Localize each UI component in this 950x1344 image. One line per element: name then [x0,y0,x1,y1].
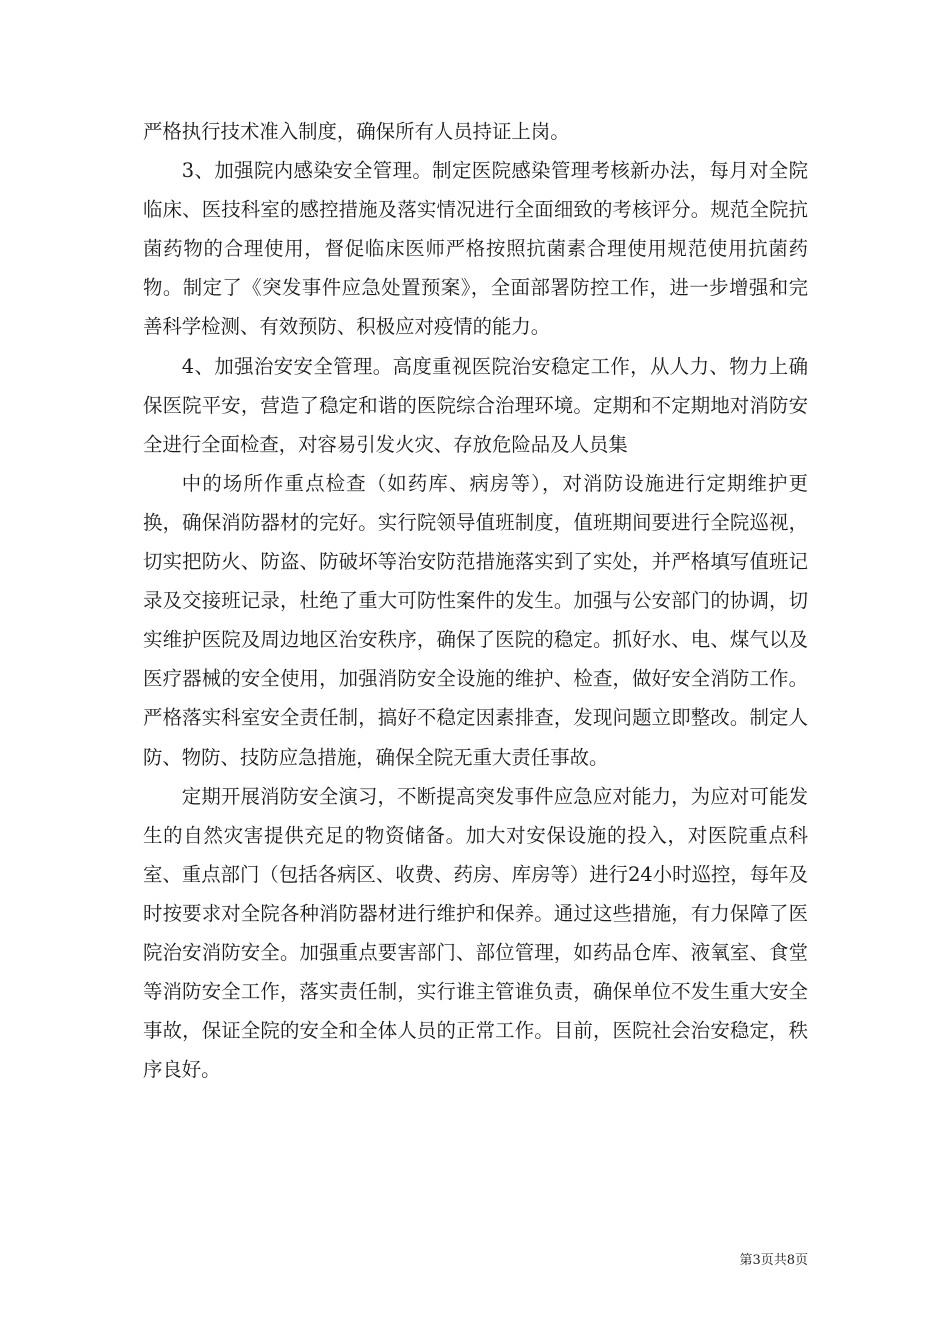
paragraph-3: 4、加强治安安全管理。高度重视医院治安稳定工作，从人力、物力上确保医院平安，营造了稳定和谐的医院综合治理环境。定期和不定期地对消防安全进行全面检查，对容易引发火灾、存放危险品及人员集 [143,354,808,456]
page-number: 第3页共8页 [739,1253,808,1268]
paragraph-2: 3、加强院内感染安全管理。制定医院感染管理考核新办法，每月对全院临床、医技科室的感控措施及落实情况进行全面细致的考核评分。规范全院抗菌药物的合理使用，督促临床医师严格按照抗菌素合理使用规范使用抗菌药物。制定了《突发事件应急处置预案》，全面部署防控工作，进一步增强和完善科学检测、有效预防、积极应对疫情的能力。 [143,159,808,339]
paragraph-4: 中的场所作重点检查（如药库、病房等），对消防设施进行定期维护更换，确保消防器材的完好。实行院领导值班制度，值班期间要进行全院巡视，切实把防火、防盗、防破坏等治安防范措施落实到了实处，并严格填写值班记录及交接班记录，杜绝了重大可防性案件的发生。加强与公安部门的协调，切实维护医院及周边地区治安秩序，确保了医院的稳定。抓好水、电、煤气以及医疗器械的安全使用，加强消防安全设施的维护、检查，做好安全消防工作。严格落实科室安全责任制，搞好不稳定因素排查，发现问题立即整改。制定人防、物防、技防应急措施，确保全院无重大责任事故。 [143,471,808,769]
paragraph-1: 严格执行技术准入制度，确保所有人员持证上岗。 [143,120,570,143]
document-body [143,112,808,1089]
paragraph-5: 定期开展消防安全演习，不断提高突发事件应急应对能力，为应对可能发生的自然灾害提供充足的物资储备。加大对安保设施的投入，对医院重点科室、重点部门（包括各病区、收费、药房、库房等）进行24小时巡控，每年及时按要求对全院各种消防器材进行维护和保养。通过这些措施，有力保障了医院治安消防安全。加强重点要害部门、部位管理，如药品仓库、液氧室、食堂等消防安全工作，落实责任制，实行谁主管谁负责，确保单位不发生重大安全事故，保证全院的安全和全体人员的正常工作。目前，医院社会治安稳定，秩序良好。 [143,784,808,1082]
